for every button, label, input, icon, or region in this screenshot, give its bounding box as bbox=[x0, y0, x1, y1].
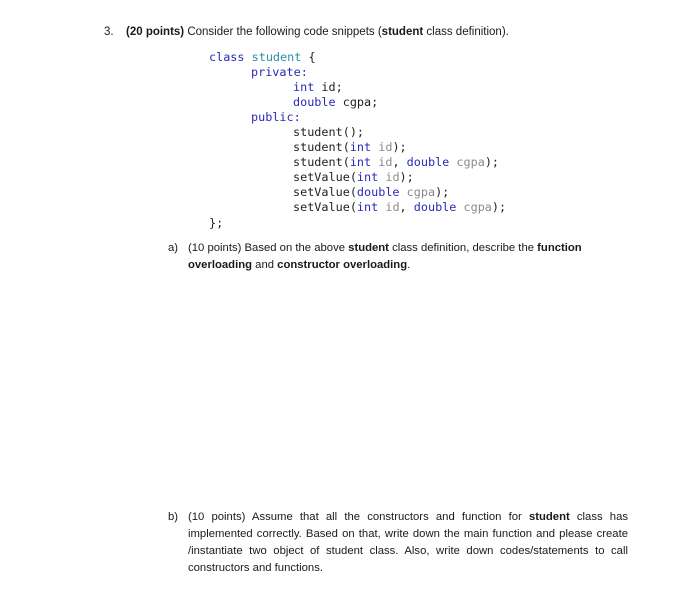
part-a bbox=[168, 240, 618, 274]
code-line-ctor-id-cgpa: student(int id, double cgpa); bbox=[293, 155, 500, 169]
code-line-setvalue-id: setValue(int id); bbox=[293, 170, 414, 184]
question-bold-term: student bbox=[381, 26, 424, 38]
code-line-ctor-id: student(int id); bbox=[293, 140, 407, 154]
code-line-closing: }; bbox=[209, 216, 224, 230]
question-number: 3. bbox=[104, 26, 114, 38]
code-line-private: private: bbox=[251, 65, 308, 79]
part-b-label: b) bbox=[168, 511, 179, 523]
code-line-field-cgpa: double cgpa; bbox=[293, 95, 379, 109]
question-text-pre: Consider the following code snippets ( bbox=[184, 26, 382, 38]
code-line-setvalue-id-cgpa: setValue(int id, double cgpa); bbox=[293, 200, 507, 214]
code-line-class: class student { bbox=[209, 50, 316, 64]
question-text-post: class definition). bbox=[423, 26, 509, 38]
question-points: (20 points) bbox=[126, 26, 185, 38]
part-a-label: a) bbox=[168, 242, 179, 254]
code-line-setvalue-cgpa: setValue(double cgpa); bbox=[293, 185, 450, 199]
code-line-public: public: bbox=[251, 110, 301, 124]
part-a-text: (10 points) Based on the above student class definition, describe the function overloading and constructor overloading. bbox=[188, 242, 582, 271]
part-b-text: (10 points) Assume that all the constructors and function for student class has implemented correctly. Based on that, write down the main function and please create /instantiate two object of student class. Also, write down codes/statements to call constructors and functions. bbox=[188, 511, 628, 574]
code-line-ctor-default: student(); bbox=[293, 125, 365, 139]
part-b bbox=[168, 509, 628, 577]
code-line-field-id: int id; bbox=[293, 80, 343, 94]
question-header bbox=[104, 24, 509, 40]
